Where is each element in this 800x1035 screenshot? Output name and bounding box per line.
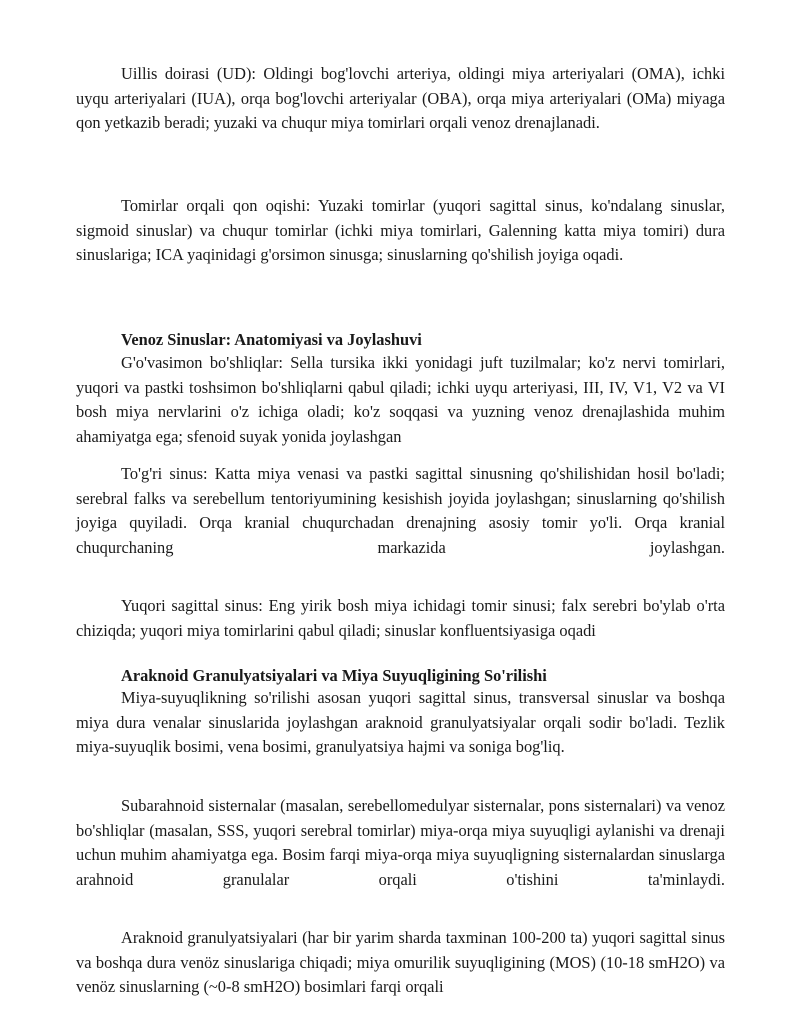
paragraph-superior-sagittal-sinus: Yuqori sagittal sinus: Eng yirik bosh miya ichidagi tomir sinusi; falx serebri bo'ylab o'rta chiziqda; yuqori miya tomirlarini qabul qiladi; sinuslar konfluentsiyasiga oqadi: [76, 596, 725, 640]
paragraph-blood-flow: Tomirlar orqali qon oqishi: Yuzaki tomirlar (yuqori sagittal sinus, ko'ndalang sinuslar, sigmoid sinuslar) va chuqur tomirlar (ichki miya tomirlari, Galenning katta miya tomiri) dura sinuslariga; ICA yaqinidagi g'orsimon sinusga; sinuslarning qo'shilish joyiga oqadi.: [76, 196, 725, 265]
paragraph-subarachnoid-cisterns: Subarahnoid sisternalar (masalan, serebellomedulyar sisternalar, pons sisternalari) va venoz bo'shliqlar (masalan, SSS, yuqori serebral tomirlar) miya-orqa miya suyuqligi aylanishi va drenaji uchun muhim ahamiyatga ega. Bosim farqi miya-orqa miya suyuqligning sisternalardan sinuslarga arahnoid granulalar orqali o'tishini ta'minlaydi.: [76, 796, 725, 889]
paragraph-straight-sinus: To'g'ri sinus: Katta miya venasi va pastki sagittal sinusning qo'shilishidan hosil bo'ladi; serebral falks va serebellum tentoriyumining kesishish joyida joylashgan; sinuslarning qo'shilish joyiga quyiladi. Orqa kranial chuqurchadan drenajning asosiy tomir yo'li. Orqa kranial chuqurchaning markazida joylashgan.: [76, 464, 725, 557]
paragraph-csf-absorption: Miya-suyuqlikning so'rilishi asosan yuqori sagittal sinus, transversal sinuslar va boshqa miya dura venalar sinuslarida joylashgan araknoid granulyatsiyalar orqali sodir bo'ladi. Tezlik miya-suyuqlik bosimi, vena bosimi, granulyatsiya hajmi va soniga bog'liq.: [76, 688, 725, 757]
heading-venous-sinuses: Venoz Sinuslar: Anatomiyasi va Joylashuvi: [121, 330, 422, 349]
paragraph-arachnoid-granulations-count: Araknoid granulyatsiyalari (har bir yarim sharda taxminan 100-200 ta) yuqori sagittal sinus va boshqa dura venöz sinuslariga chiqadi; miya omurilik suyuqligining (MOS) (10-18 smH2O) va venöz sinuslarning (~0-8 smH2O) bosimlari farqi orqali: [76, 928, 725, 997]
heading-arachnoid-granulations: Araknoid Granulyatsiyalari va Miya Suyuqligining So'rilishi: [121, 666, 547, 685]
paragraph-cavernous-sinus: G'o'vasimon bo'shliqlar: Sella tursika ikki yonidagi juft tuzilmalar; ko'z nervi tomirlari, yuqori va pastki toshsimon bo'shliqlarni qabul qiladi; ichki uyqu arteriyasi, III, IV, V1, V2 va VI bosh miya nervlarini o'z ichiga oladi; ko'z soqqasi va yuzning venoz drenajlashida muhim ahamiyatga ega; sfenoid suyak yonida joylashgan: [76, 353, 725, 446]
paragraph-willis-circle: Uillis doirasi (UD): Oldingi bog'lovchi arteriya, oldingi miya arteriyalari (OMA), ichki uyqu arteriyalari (IUA), orqa bog'lovchi arteriyalar (OBA), orqa miya arteriyalari (OMa) miyaga qon yetkazib beradi; yuzaki va chuqur miya tomirlari orqali venoz drenajlanadi.: [76, 64, 725, 133]
